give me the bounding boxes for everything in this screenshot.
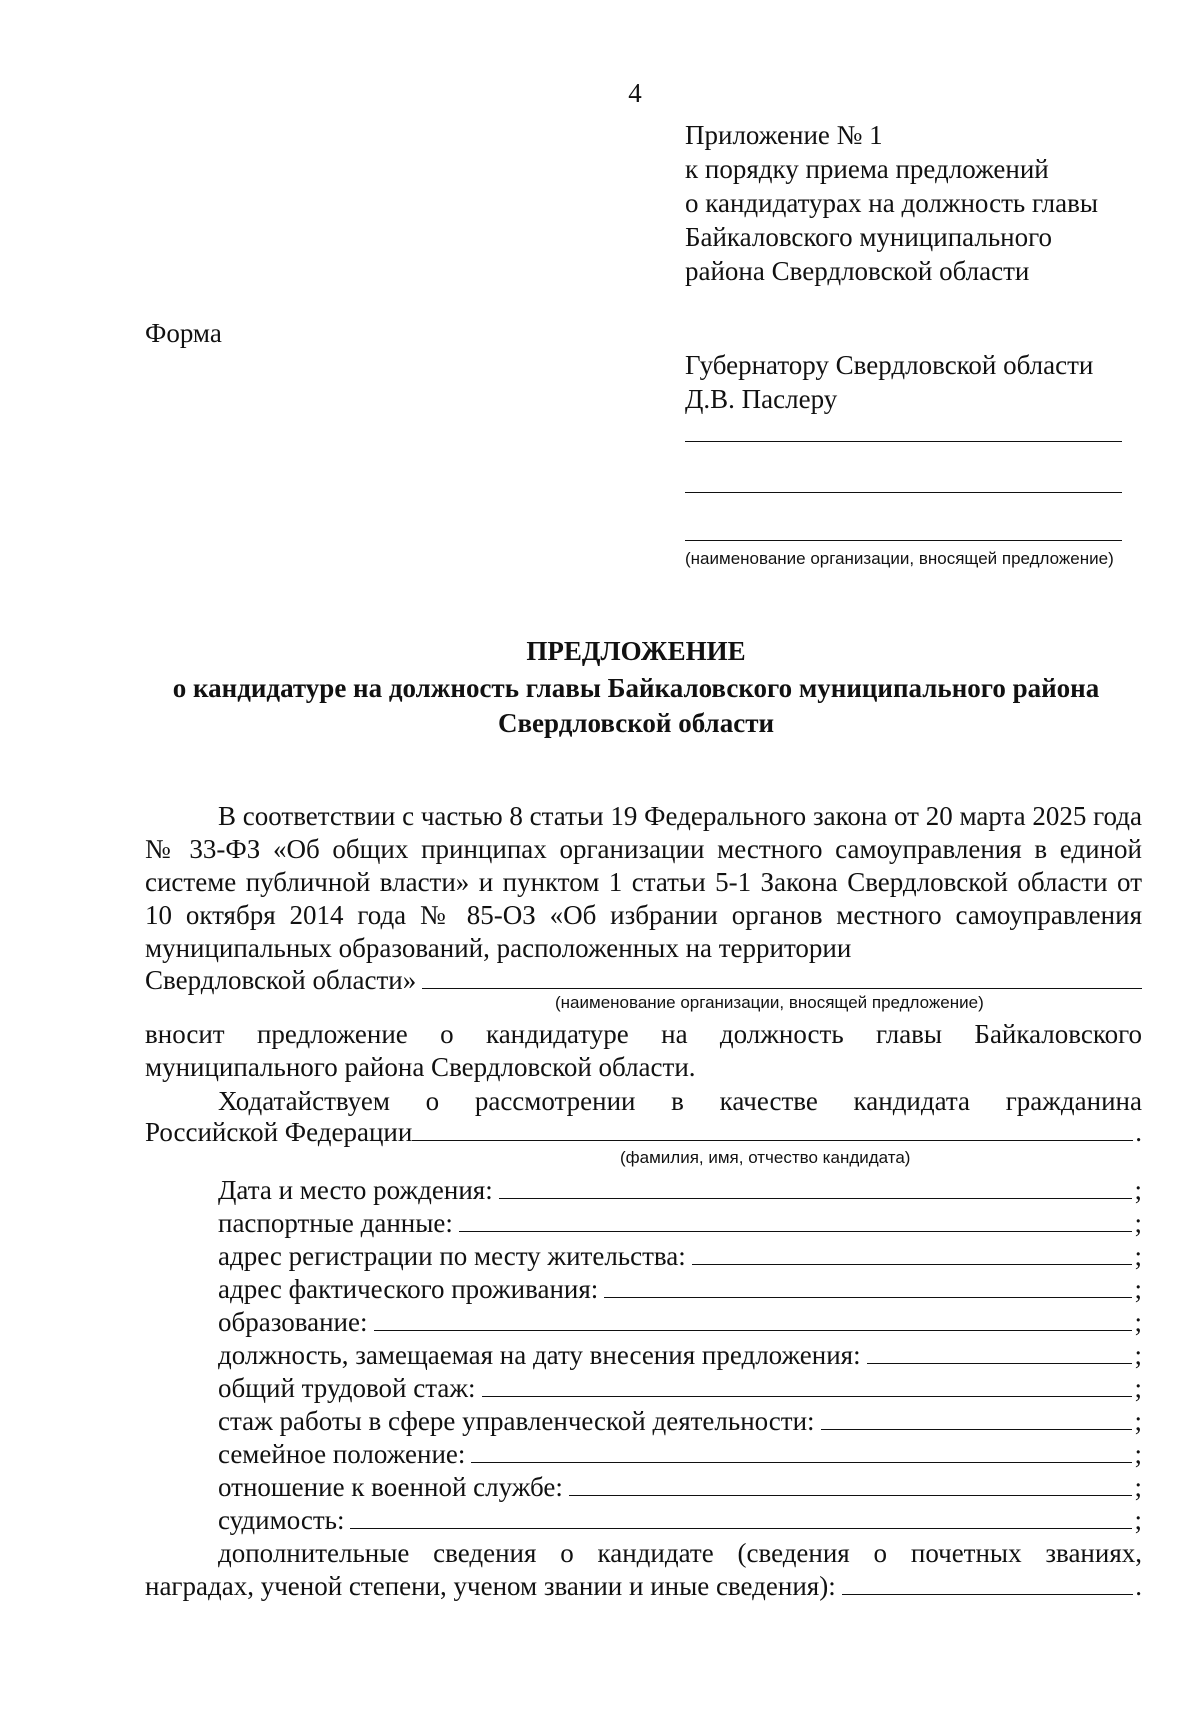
additional-info-input-line[interactable] xyxy=(842,1572,1134,1595)
field-row xyxy=(218,1373,1142,1406)
appendix-line: района Свердловской области xyxy=(685,256,1030,286)
field-end: ; xyxy=(1134,1406,1142,1436)
field-label: семейное положение: xyxy=(218,1439,466,1469)
field-label: паспортные данные: xyxy=(218,1208,453,1238)
body-paragraph: вносит предложение о кандидатуре на должность главы Байкаловского муниципального района Свердловской области. xyxy=(145,1019,1142,1082)
period: . xyxy=(1135,1571,1142,1601)
field-input-line[interactable] xyxy=(604,1275,1132,1298)
form-label: Форма xyxy=(145,318,222,348)
field-row xyxy=(218,1208,1142,1241)
document-subtitle: о кандидатуре на должность главы Байкаловского муниципального района xyxy=(172,673,1100,703)
field-row xyxy=(218,1472,1142,1505)
field-input-line[interactable] xyxy=(374,1308,1133,1331)
paragraph-tail: Российской Федерации xyxy=(145,1117,413,1147)
field-label: общий трудовой стаж: xyxy=(218,1373,476,1403)
addressee-title: Губернатору Свердловской области xyxy=(685,350,1094,380)
field-end: ; xyxy=(1134,1241,1142,1271)
additional-info-line: дополнительные сведения о кандидате (сведения о почетных званиях, xyxy=(218,1538,1142,1568)
page-number: 4 xyxy=(628,78,642,108)
field-label: образование: xyxy=(218,1307,368,1337)
paragraph-tail: Свердловской области» xyxy=(145,965,417,995)
field-label: адрес фактического проживания: xyxy=(218,1274,599,1304)
appendix-header xyxy=(685,118,1098,288)
field-end: ; xyxy=(1134,1274,1142,1304)
candidate-name-caption: (фамилия, имя, отчество кандидата) xyxy=(620,1148,911,1167)
field-input-line[interactable] xyxy=(692,1242,1133,1265)
field-row xyxy=(218,1274,1142,1307)
body-paragraph: Ходатайствуем о рассмотрении в качестве кандидата гражданина xyxy=(218,1086,1142,1116)
candidate-name-input-line[interactable] xyxy=(412,1118,1133,1141)
field-end: ; xyxy=(1134,1307,1142,1337)
addressee-block xyxy=(685,348,1093,416)
document-subtitle: Свердловской области xyxy=(497,708,775,738)
appendix-line: Приложение № 1 xyxy=(685,120,883,150)
additional-info-row xyxy=(145,1571,1142,1604)
field-input-line[interactable] xyxy=(459,1209,1133,1232)
field-input-line[interactable] xyxy=(867,1341,1133,1364)
field-input-line[interactable] xyxy=(482,1374,1133,1397)
field-label: отношение к военной службе: xyxy=(218,1472,563,1502)
field-row xyxy=(218,1175,1142,1208)
appendix-line: к порядку приема предложений xyxy=(685,154,1049,184)
field-input-line[interactable] xyxy=(821,1407,1133,1430)
field-row xyxy=(218,1307,1142,1340)
organization-blank-line[interactable] xyxy=(685,492,1122,493)
field-end: ; xyxy=(1134,1373,1142,1403)
field-row xyxy=(218,1340,1142,1373)
body-paragraph: В соответствии с частью 8 статьи 19 Федерального закона от 20 марта 2025 года № 33-ФЗ «Об общих принципах организации местного самоуправления в единой системе публичной власти» и пунктом 1 статьи 5-1 Закона Свердловской области от 10 октября 2014 года № 85-ОЗ «Об избрании органов местного самоуправления муниципальных образований, расположенных на территории xyxy=(145,801,1142,963)
field-row xyxy=(218,1406,1142,1439)
organization-input-line[interactable] xyxy=(422,966,1142,989)
appendix-line: о кандидатурах на должность главы xyxy=(685,188,1098,218)
organization-blank-line[interactable] xyxy=(685,540,1122,541)
field-end: ; xyxy=(1134,1472,1142,1502)
field-row xyxy=(218,1505,1142,1538)
field-label: стаж работы в сфере управленческой деятельности: xyxy=(218,1406,815,1436)
field-input-line[interactable] xyxy=(569,1473,1133,1496)
field-input-line[interactable] xyxy=(471,1440,1132,1463)
additional-info-label: наградах, ученой степени, ученом звании и иные сведения): xyxy=(145,1571,836,1601)
field-label: судимость: xyxy=(218,1505,345,1535)
field-input-line[interactable] xyxy=(350,1506,1132,1529)
field-label: Дата и место рождения: xyxy=(218,1175,493,1205)
organization-caption: (наименование организации, вносящей предложение) xyxy=(685,549,1114,568)
field-input-line[interactable] xyxy=(499,1176,1133,1199)
organization-blank-line[interactable] xyxy=(685,441,1122,442)
document-title: ПРЕДЛОЖЕНИЕ xyxy=(526,636,746,666)
field-end: ; xyxy=(1134,1175,1142,1205)
field-end: ; xyxy=(1134,1208,1142,1238)
candidate-name-row xyxy=(145,1117,1142,1150)
field-end: ; xyxy=(1134,1505,1142,1535)
field-end: ; xyxy=(1134,1340,1142,1370)
field-label: адрес регистрации по месту жительства: xyxy=(218,1241,686,1271)
field-end: ; xyxy=(1134,1439,1142,1469)
field-label: должность, замещаемая на дату внесения предложения: xyxy=(218,1340,861,1370)
field-row xyxy=(218,1241,1142,1274)
addressee-name: Д.В. Паслеру xyxy=(685,384,838,414)
organization-caption: (наименование организации, вносящей предложение) xyxy=(555,993,984,1012)
field-row xyxy=(218,1439,1142,1472)
appendix-line: Байкаловского муниципального xyxy=(685,222,1053,252)
period: . xyxy=(1135,1117,1142,1147)
